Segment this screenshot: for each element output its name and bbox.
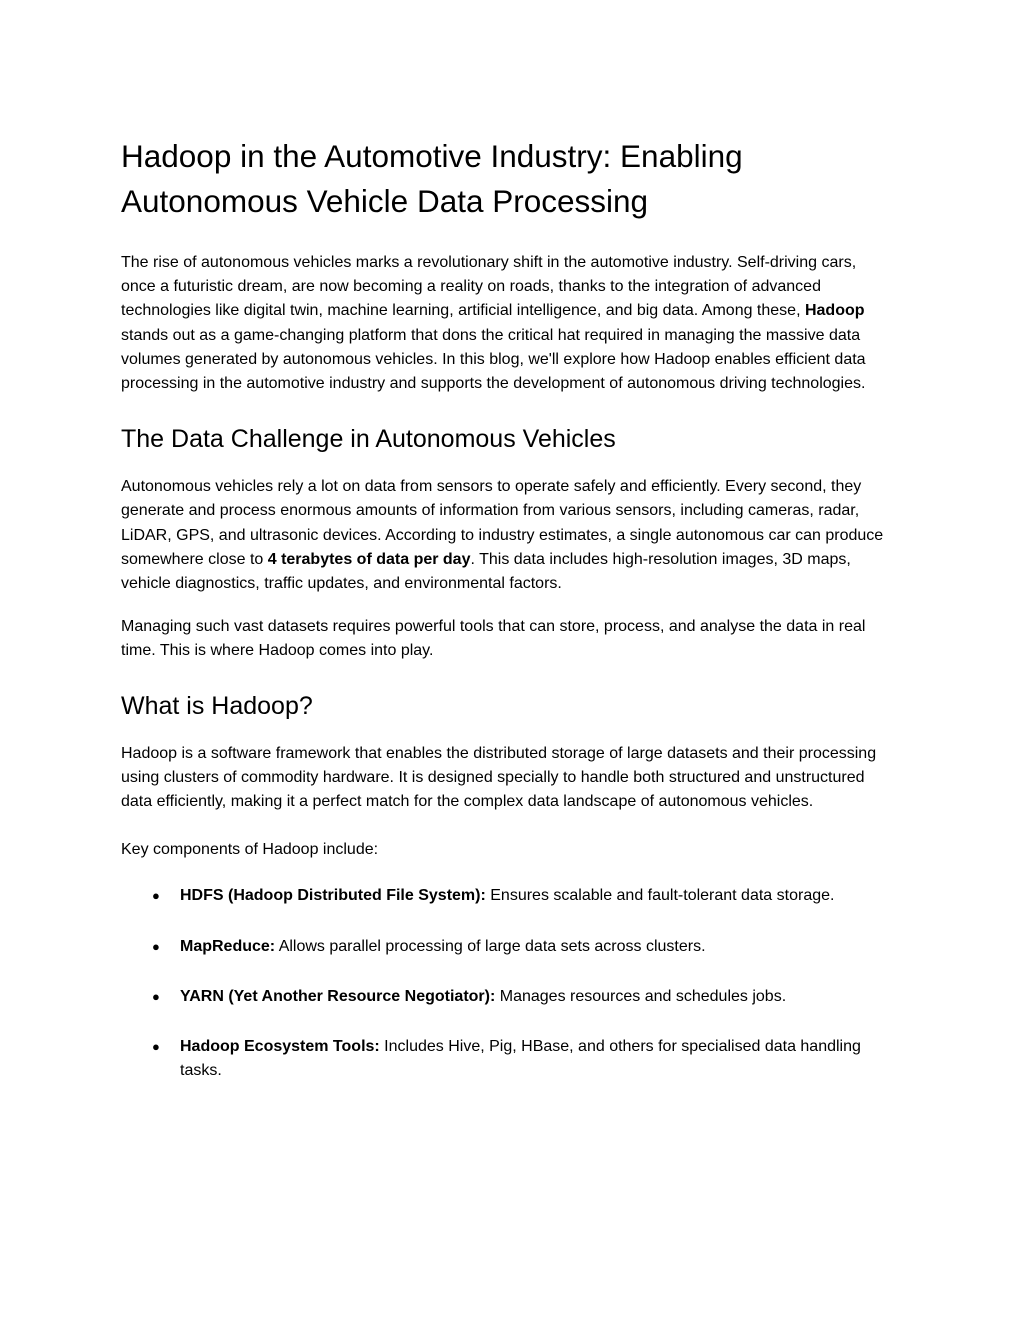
component-name: MapReduce: bbox=[180, 937, 276, 955]
component-name: YARN (Yet Another Resource Negotiator): bbox=[180, 987, 496, 1005]
list-item-mapreduce bbox=[121, 935, 891, 959]
challenge-bold-terabytes: 4 terabytes of data per day bbox=[267, 550, 471, 568]
key-components-list bbox=[121, 884, 891, 1083]
bullet-icon: ● bbox=[152, 938, 160, 954]
bullet-icon: ● bbox=[152, 888, 160, 904]
intro-text-2: stands out as a game-changing platform that dons the critical hat required in managing the massive data volumes generated by autonomous vehicles. In this blog, we'll explore how Hadoop enables efficient data processing in the automotive industry and supports the development of autonomous driving technologies. bbox=[121, 326, 866, 393]
section-heading-data-challenge: The Data Challenge in Autonomous Vehicles bbox=[121, 425, 616, 454]
document-page bbox=[121, 134, 891, 1109]
component-description: Allows parallel processing of large data sets across clusters. bbox=[275, 937, 706, 955]
challenge-text-2: . This data includes high-resolution images, 3D maps, vehicle diagnostics, traffic updates, and environmental factors. bbox=[121, 550, 851, 593]
intro-text-1: The rise of autonomous vehicles marks a revolutionary shift in the automotive industry. Self-driving cars, once a futuristic dream, are now becoming a reality on roads, thanks to the integration of advanced technologies like digital twin, machine learning, artificial intelligence, and big data. Among these, bbox=[121, 254, 857, 320]
bullet-icon: ● bbox=[152, 1039, 160, 1055]
challenge-paragraph-2: Managing such vast datasets requires powerful tools that can store, process, and analyse the data in real time. This is where Hadoop comes into play. bbox=[121, 618, 866, 660]
what-is-hadoop-paragraph: Hadoop is a software framework that enables the distributed storage of large datasets and their processing using clusters of commodity hardware. It is designed specially to handle both structured and unstructured data efficiently, making it a perfect match for the complex data landscape of autonomous vehicles. bbox=[121, 744, 877, 811]
challenge-text-1: Autonomous vehicles rely a lot on data from sensors to operate safely and efficiently. Every second, they generate and process enormous amounts of information from various sensors, including cameras, radar, LiDAR, GPS, and ultrasonic devices. According to industry estimates, a single autonomous car can produce somewhere close to bbox=[121, 478, 884, 568]
key-components-intro: Key components of Hadoop include: bbox=[121, 841, 379, 859]
bullet-icon: ● bbox=[152, 988, 160, 1004]
page-title: Hadoop in the Automotive Industry: Enabling Autonomous Vehicle Data Processing bbox=[121, 138, 743, 219]
challenge-paragraph-1 bbox=[121, 475, 891, 596]
intro-paragraph bbox=[121, 251, 891, 396]
component-description: Manages resources and schedules jobs. bbox=[495, 987, 787, 1005]
component-name: Hadoop Ecosystem Tools: bbox=[180, 1038, 380, 1056]
section-heading-what-is-hadoop: What is Hadoop? bbox=[121, 691, 313, 720]
component-description: Includes Hive, Pig, HBase, and others for specialised data handling tasks. bbox=[180, 1038, 861, 1080]
intro-bold-hadoop: Hadoop bbox=[804, 302, 865, 320]
component-name: HDFS (Hadoop Distributed File System): bbox=[180, 887, 486, 905]
list-item-yarn bbox=[121, 985, 891, 1009]
component-description: Ensures scalable and fault-tolerant data storage. bbox=[485, 887, 835, 905]
list-item-ecosystem-tools bbox=[121, 1035, 891, 1083]
list-item-hdfs bbox=[121, 884, 891, 908]
